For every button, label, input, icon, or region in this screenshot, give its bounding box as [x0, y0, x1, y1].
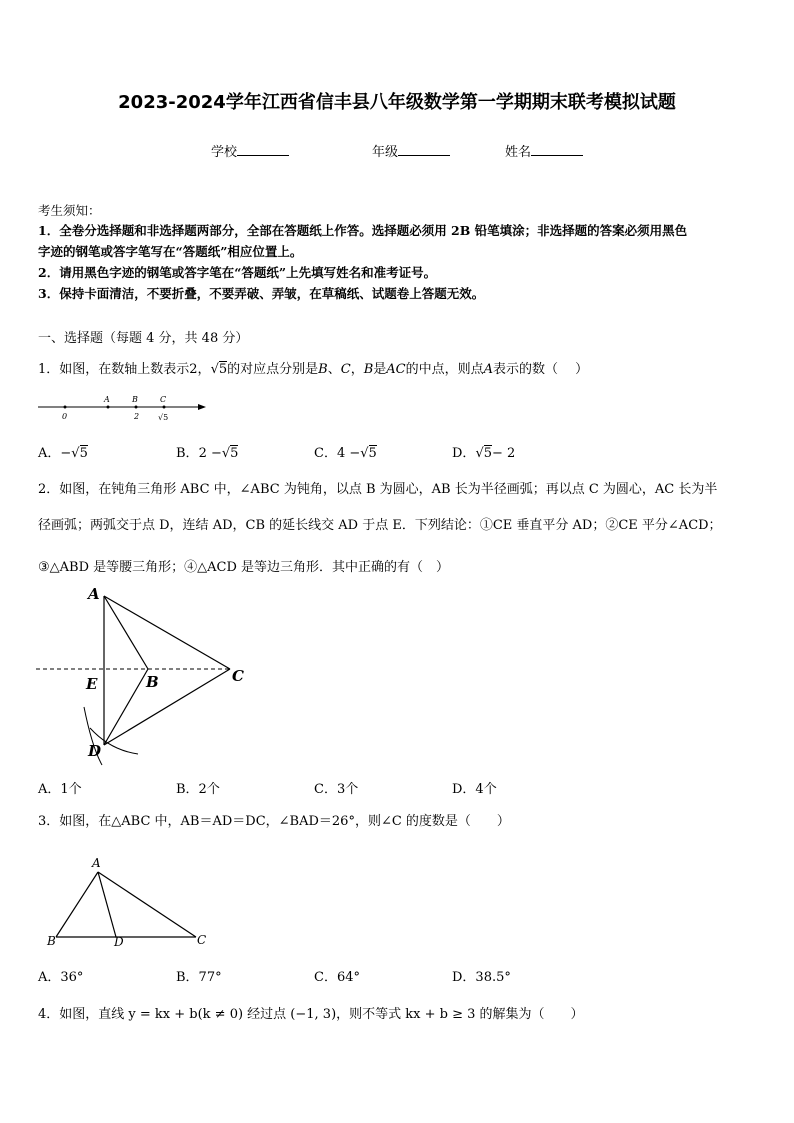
q2-line-3: ③△ABD 是等腰三角形；④△ACD 是等边三角形．其中正确的有（ ） [38, 560, 450, 575]
segment-ac [104, 596, 230, 669]
q2-option-d[interactable]: D．4个 [452, 782, 497, 797]
q1-option-c[interactable] [314, 442, 377, 461]
label-c: C [197, 933, 207, 947]
grade-field [372, 141, 450, 160]
q1-text-b: 的对应点分别是 [227, 362, 319, 377]
q1-text-a: 如图，在数轴上数表示2， [59, 362, 211, 377]
q1-option-b-radicand: 5 [230, 446, 239, 461]
section-heading: 一、选择题（每题 4 分，共 48 分） [38, 331, 249, 346]
q3-option-c[interactable]: C．64° [314, 970, 360, 985]
q3-option-b[interactable]: B．77° [176, 970, 222, 985]
q1-option-b[interactable] [176, 442, 238, 461]
question-1-text [38, 358, 588, 377]
q1-point-b-2: B [363, 362, 374, 377]
q3-text: 3．如图，在△ABC 中，AB＝AD＝DC，∠BAD＝26°，则∠C 的度数是（ ） [38, 814, 510, 829]
name-blank[interactable] [531, 143, 583, 156]
school-label: 学校 [211, 145, 238, 160]
q1-option-d[interactable] [452, 442, 515, 461]
q1-point-b: B [318, 362, 328, 377]
segment-cd [104, 669, 230, 745]
q1-option-a-value: − [60, 446, 72, 461]
label-b: B [146, 673, 159, 691]
q1-option-a-sqrt: √ [71, 446, 80, 461]
notice-item-3: 3．保持卡面清洁，不要折叠，不要弄破、弄皱，在草稿纸、试题卷上答题无效。 [38, 286, 485, 301]
q2-option-a[interactable]: A．1个 [38, 782, 82, 797]
label-two: 2 [134, 412, 140, 421]
q1-option-d-label: D． [452, 446, 476, 461]
label-a: A [88, 585, 100, 603]
triangle-figure-q2 [34, 582, 254, 772]
segment-ab [104, 596, 148, 669]
q1-text-d: 的中点，则点 [405, 362, 484, 377]
label-a: A [92, 856, 101, 870]
q1-option-c-label: C． [314, 446, 337, 461]
point-c [163, 406, 166, 409]
segment-bd [104, 669, 148, 745]
notice-heading: 考生须知： [38, 203, 101, 218]
label-d: D [114, 935, 124, 949]
q1-option-d-value: − 2 [492, 446, 516, 461]
point-zero [64, 406, 67, 409]
q1-number: 1． [38, 362, 60, 377]
q1-point-c: C [340, 362, 351, 377]
notice-item-1-line-2: 字迹的钢笔或答字笔写在“答题纸”相应位置上。 [38, 244, 303, 259]
q1-option-a-radicand: 5 [79, 446, 88, 461]
q2-option-c[interactable]: C．3个 [314, 782, 359, 797]
q3-option-a[interactable]: A．36° [38, 970, 84, 985]
q1-option-d-radicand: 5 [483, 446, 493, 461]
label-c: C [160, 395, 167, 404]
name-field [505, 141, 583, 160]
q4-text: 4．如图，直线 y = kx + b(k ≠ 0) 经过点 (−1, 3)，则不等式 kx + b ≥ 3 的解集为（ ） [38, 1007, 584, 1022]
label-zero: 0 [62, 412, 68, 421]
notice-item-1-line-1: 1．全卷分选择题和非选择题两部分，全部在答题纸上作答。选择题必须用 2B 铅笔填涂；非选择题的答案必须用黑色 [38, 223, 688, 238]
grade-blank[interactable] [398, 143, 450, 156]
label-b: B [47, 934, 56, 948]
q2-option-b[interactable]: B．2个 [176, 782, 220, 797]
point-b [135, 406, 138, 409]
label-e: E [86, 675, 98, 693]
grade-label: 年级 [372, 145, 399, 160]
q1-sqrt-sign: √ [210, 362, 219, 377]
axis-arrow-icon [198, 404, 206, 410]
q1-sep-2: ， [350, 362, 364, 377]
q1-option-d-sqrt: √ [475, 446, 484, 461]
school-blank[interactable] [237, 143, 289, 156]
label-d: D [88, 742, 102, 760]
q1-option-a-label: A． [38, 446, 61, 461]
q1-ac: AC [386, 362, 406, 377]
label-b: B [132, 395, 138, 404]
q1-option-a[interactable] [38, 442, 88, 461]
label-a: A [104, 395, 110, 404]
q3-option-d[interactable]: D．38.5° [452, 970, 511, 985]
q1-text-c: 是 [373, 362, 387, 377]
number-line-figure [36, 390, 212, 424]
notice-item-2: 2．请用黑色字迹的钢笔或答字笔在“答题纸”上先填写姓名和准考证号。 [38, 265, 437, 280]
page-title: 2023-2024学年江西省信丰县八年级数学第一学期期末联考模拟试题 [118, 92, 676, 113]
q2-line-2: 径画弧；两弧交于点 D，连结 AD，CB 的延长线交 AD 于点 E．下列结论：①CE 垂直平分 AD；②CE 平分∠ACD； [38, 518, 722, 533]
q1-option-b-value: 2 − [198, 446, 222, 461]
label-c: C [232, 667, 244, 685]
label-sqrt5: √5 [158, 413, 169, 422]
triangle-figure-q3 [40, 852, 220, 952]
q1-option-c-value: 4 − [336, 446, 361, 461]
q1-option-b-sqrt: √ [221, 446, 231, 461]
q1-radicand: 5 [218, 362, 228, 377]
segment-ab [56, 872, 98, 937]
q1-option-c-sqrt: √ [360, 446, 369, 461]
name-label: 姓名 [505, 145, 532, 160]
q1-option-c-radicand: 5 [368, 446, 377, 461]
school-field [211, 141, 289, 160]
point-a [107, 406, 110, 409]
q1-point-a: A [483, 362, 494, 377]
q1-option-b-label: B． [176, 446, 199, 461]
q2-line-1: 2．如图，在钝角三角形 ABC 中，∠ABC 为钝角，以点 B 为圆心，AB 长为半径画弧；再以点 C 为圆心，AC 长为半 [38, 482, 718, 497]
q1-sep-1: 、 [327, 362, 341, 377]
q1-text-e: 表示的数（ ） [493, 362, 589, 377]
